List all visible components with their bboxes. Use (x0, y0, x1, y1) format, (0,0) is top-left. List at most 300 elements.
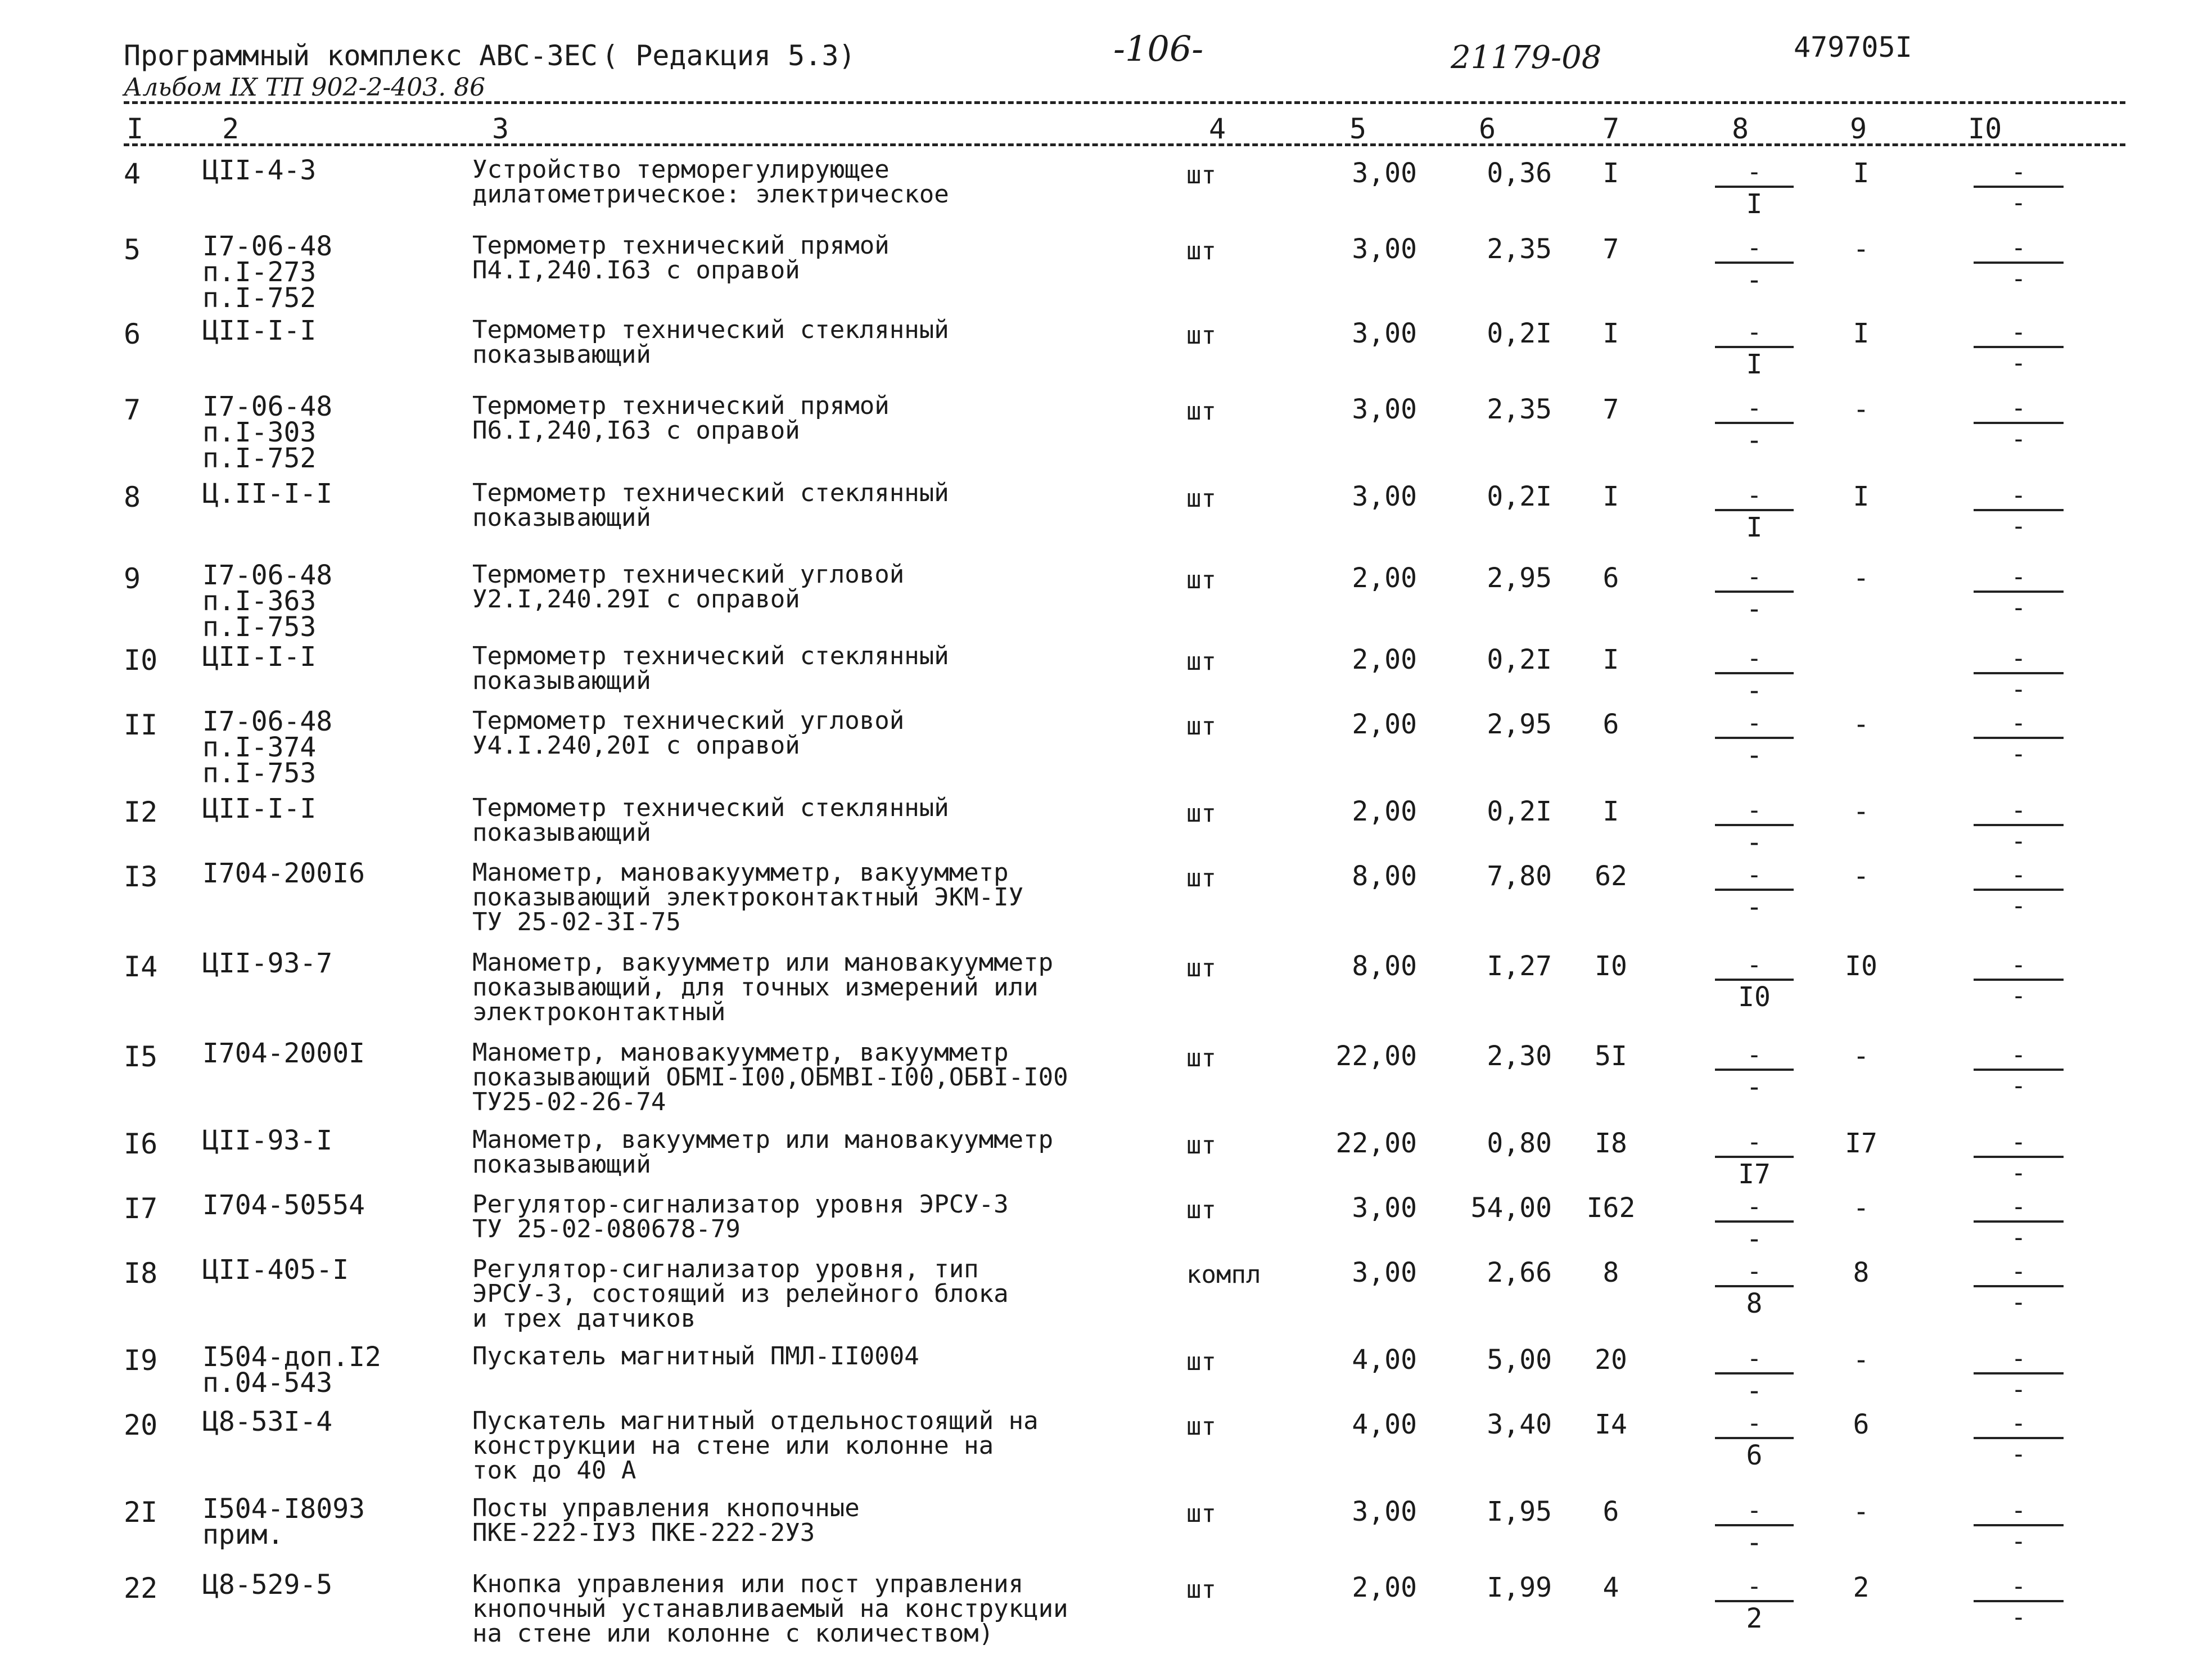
quantity-cell: 3,00 (1352, 233, 1417, 265)
value-cell: 2,95 (1487, 562, 1552, 594)
fraction-denominator: - (1746, 1223, 1763, 1255)
quantity-cell: 3,00 (1352, 157, 1417, 189)
fraction-cell (1968, 950, 2069, 1024)
fraction-cell (1709, 318, 1799, 391)
description-line: показывающий электроконтактный ЭКМ-IУ (472, 883, 1024, 912)
description-line: и трех датчиков (472, 1304, 696, 1333)
column-number: I0 (1968, 112, 2002, 145)
value-cell: 3,40 (1487, 1409, 1552, 1440)
fraction-denominator: - (1746, 675, 1763, 706)
unit-cell: шт (1186, 799, 1216, 828)
quantity-cell: 4,00 (1352, 1409, 1417, 1440)
quantity-cell: 22,00 (1335, 1040, 1417, 1072)
fraction-numerator: - (2011, 1496, 2026, 1525)
unit-cell: шт (1186, 954, 1216, 983)
row-number: I3 (124, 860, 158, 893)
fraction-denominator: - (2011, 675, 2026, 704)
value-cell: I4 (1595, 1409, 1627, 1440)
fraction-denominator: - (1746, 264, 1763, 296)
fraction-cell (1968, 562, 2069, 636)
code-line: I704-50554 (202, 1189, 365, 1221)
code-line: ЦII-4-3 (202, 155, 317, 186)
fraction-bar (1715, 1156, 1794, 1158)
fraction-denominator: - (1746, 740, 1763, 771)
value-cell: I (1602, 157, 1619, 189)
fraction-bar (1974, 1069, 2064, 1071)
document-number: 479705I (1794, 31, 1912, 64)
fraction-denominator: - (2011, 1288, 2026, 1317)
description-line: показывающий (472, 818, 651, 847)
code-line: п.04-543 (202, 1367, 333, 1399)
code-line: I7-06-48 (202, 560, 333, 591)
fraction-denominator: - (2011, 1527, 2026, 1556)
quantity-cell: 4,00 (1352, 1344, 1417, 1376)
quantity-cell: 3,00 (1352, 318, 1417, 349)
unit-cell: шт (1186, 647, 1216, 676)
value-cell: 6 (1602, 562, 1619, 594)
value-cell: - (1853, 233, 1870, 265)
fraction-cell (1968, 157, 2069, 231)
value-cell: 54,00 (1470, 1192, 1552, 1224)
code-line: п.I-753 (202, 611, 317, 643)
row-number: I7 (124, 1192, 158, 1225)
row-number: I8 (124, 1257, 158, 1290)
value-cell: 2,35 (1487, 233, 1552, 265)
description-line: показывающий, для точных измерений или (472, 973, 1039, 1002)
fraction-bar (1974, 346, 2064, 348)
row-number: 4 (124, 157, 141, 190)
fraction-bar (1974, 509, 2064, 511)
fraction-denominator: 2 (1746, 1603, 1763, 1634)
fraction-numerator: - (1746, 562, 1762, 591)
value-cell: I (1602, 644, 1619, 675)
value-cell: 2,35 (1487, 394, 1552, 425)
fraction-bar (1715, 422, 1794, 424)
code-line: п.I-273 (202, 256, 317, 288)
value-cell: 8 (1853, 1257, 1870, 1288)
fraction-cell (1968, 709, 2069, 782)
column-number: 9 (1850, 112, 1867, 145)
fraction-numerator: - (1746, 481, 1762, 510)
fraction-numerator: - (2011, 1128, 2026, 1156)
unit-cell: шт (1186, 864, 1216, 893)
fraction-cell (1709, 1192, 1799, 1265)
fraction-bar (1715, 1069, 1794, 1071)
code-line: I504-I8093 (202, 1493, 365, 1525)
fraction-numerator: - (1746, 233, 1762, 262)
fraction-denominator: - (1746, 1527, 1763, 1558)
fraction-cell (1709, 796, 1799, 869)
fraction-bar (1715, 1600, 1794, 1602)
value-cell: I0 (1845, 950, 1877, 982)
fraction-cell (1709, 860, 1799, 934)
value-cell: - (1853, 394, 1870, 425)
row-number: 20 (124, 1409, 158, 1441)
code-line: ЦII-I-I (202, 793, 317, 824)
fraction-bar (1974, 1600, 2064, 1602)
fraction-numerator: - (1746, 1409, 1762, 1437)
header-bottom-rule (124, 143, 2125, 146)
code-line: I704-200I6 (202, 858, 365, 889)
value-cell: - (1853, 860, 1870, 892)
value-cell: 2,30 (1487, 1040, 1552, 1072)
unit-cell: шт (1186, 161, 1216, 190)
fraction-bar (1715, 1285, 1794, 1287)
fraction-bar (1974, 1156, 2064, 1158)
fraction-numerator: - (2011, 1192, 2026, 1221)
fraction-numerator: - (1746, 1040, 1762, 1069)
row-number: I4 (124, 950, 158, 983)
unit-cell: шт (1186, 1575, 1216, 1604)
fraction-cell (1709, 394, 1799, 467)
fraction-cell (1968, 1257, 2069, 1330)
value-cell: - (1853, 709, 1870, 740)
value-cell: 5I (1595, 1040, 1627, 1072)
fraction-denominator: I (1746, 349, 1763, 380)
fraction-denominator: - (2011, 1603, 2026, 1632)
value-cell: 4 (1602, 1572, 1619, 1603)
code-line: п.I-752 (202, 282, 317, 314)
value-cell: 6 (1602, 709, 1619, 740)
column-number: 6 (1479, 112, 1496, 145)
value-cell: 20 (1595, 1344, 1627, 1376)
unit-cell: шт (1186, 566, 1216, 594)
value-cell: - (1853, 1192, 1870, 1224)
description-line: на стене или колонне с количеством) (472, 1619, 994, 1648)
fraction-numerator: - (1746, 1128, 1762, 1156)
quantity-cell: 2,00 (1352, 1572, 1417, 1603)
code-line: I7-06-48 (202, 706, 333, 737)
page-number: -106- (1113, 28, 1204, 69)
code-line: ЦII-93-7 (202, 948, 333, 979)
fraction-numerator: - (2011, 157, 2026, 186)
value-cell: I8 (1595, 1128, 1627, 1159)
fraction-numerator: - (1746, 1257, 1762, 1286)
unit-cell: компл (1186, 1260, 1261, 1289)
fraction-bar (1974, 979, 2064, 981)
fraction-numerator: - (2011, 796, 2026, 824)
fraction-bar (1715, 1524, 1794, 1526)
description-line: Регулятор-сигнализатор уровня, тип (472, 1255, 979, 1283)
description-line: ТУ 25-02-080678-79 (472, 1215, 741, 1243)
description-line: П4.I,240.I63 с оправой (472, 256, 800, 285)
description-line: ТУ25-02-26-74 (472, 1088, 666, 1116)
fraction-bar (1715, 824, 1794, 826)
value-cell: I (1853, 318, 1870, 349)
fraction-numerator: - (2011, 1040, 2026, 1069)
fraction-bar (1715, 889, 1794, 891)
fraction-numerator: - (2011, 1257, 2026, 1286)
column-number: 2 (222, 112, 240, 145)
value-cell: 2,66 (1487, 1257, 1552, 1288)
value-cell: 0,36 (1487, 157, 1552, 189)
column-number: 5 (1349, 112, 1367, 145)
fraction-denominator: - (2011, 425, 2026, 453)
fraction-numerator: - (2011, 950, 2026, 979)
value-cell: I,95 (1487, 1496, 1552, 1527)
value-cell: 62 (1595, 860, 1627, 892)
value-cell: 6 (1602, 1496, 1619, 1527)
fraction-denominator: - (2011, 891, 2026, 920)
description-line: показывающий ОБМI-I00,ОБМВI-I00,ОБВI-I00 (472, 1063, 1068, 1092)
fraction-denominator: - (1746, 827, 1763, 858)
fraction-denominator: - (2011, 1440, 2026, 1468)
description-line: Термометр технический прямой (472, 391, 890, 420)
unit-cell: шт (1186, 397, 1216, 426)
fraction-numerator: - (1746, 644, 1762, 673)
value-cell: 8 (1602, 1257, 1619, 1288)
fraction-numerator: - (2011, 1344, 2026, 1373)
fraction-cell (1709, 157, 1799, 231)
value-cell: 0,2I (1487, 796, 1552, 827)
fraction-bar (1974, 186, 2064, 188)
fraction-cell (1968, 1128, 2069, 1201)
description-line: Манометр, вакуумметр или мановакуумметр (472, 1125, 1054, 1154)
code-line: п.I-363 (202, 585, 317, 617)
fraction-bar (1974, 1437, 2064, 1439)
row-number: I6 (124, 1128, 158, 1160)
quantity-cell: 2,00 (1352, 796, 1417, 827)
description-line: ток до 40 А (472, 1456, 636, 1485)
value-cell: 2 (1853, 1572, 1870, 1603)
fraction-denominator: - (1746, 593, 1763, 625)
fraction-bar (1974, 422, 2064, 424)
row-number: 9 (124, 562, 141, 595)
row-number: I2 (124, 796, 158, 828)
fraction-denominator: - (1746, 1375, 1763, 1407)
value-cell: 0,2I (1487, 481, 1552, 512)
fraction-denominator: - (2011, 1159, 2026, 1187)
quantity-cell: 3,00 (1352, 394, 1417, 425)
fraction-numerator: - (1746, 796, 1762, 824)
fraction-numerator: - (2011, 394, 2026, 422)
fraction-cell (1968, 1496, 2069, 1569)
quantity-cell: 8,00 (1352, 950, 1417, 982)
description-line: Термометр технический стеклянный (472, 316, 949, 344)
album-note: Альбом IX ТП 902-2-403. 86 (124, 73, 486, 102)
fraction-numerator: - (2011, 644, 2026, 673)
fraction-cell (1968, 860, 2069, 934)
quantity-cell: 8,00 (1352, 860, 1417, 892)
fraction-cell (1968, 1040, 2069, 1114)
value-cell: 2,95 (1487, 709, 1552, 740)
fraction-numerator: - (1746, 950, 1762, 979)
description-line: Термометр технический прямой (472, 231, 890, 260)
quantity-cell: 2,00 (1352, 644, 1417, 675)
fraction-denominator: I (1746, 512, 1763, 543)
fraction-cell (1968, 233, 2069, 307)
fraction-bar (1974, 1220, 2064, 1223)
fraction-cell (1709, 1128, 1799, 1201)
row-number: II (124, 709, 158, 741)
fraction-numerator: - (1746, 860, 1762, 889)
fraction-bar (1715, 979, 1794, 981)
fraction-cell (1968, 1572, 2069, 1645)
value-cell: I7 (1845, 1128, 1877, 1159)
value-cell: 7 (1602, 394, 1619, 425)
fraction-bar (1974, 824, 2064, 826)
quantity-cell: 2,00 (1352, 562, 1417, 594)
fraction-denominator: - (2011, 264, 2026, 293)
row-number: 8 (124, 481, 141, 513)
code-line: ЦII-I-I (202, 315, 317, 346)
fraction-bar (1974, 1285, 2064, 1287)
fraction-bar (1715, 1437, 1794, 1439)
value-cell: 0,2I (1487, 644, 1552, 675)
fraction-denominator: - (2011, 512, 2026, 540)
code-line: п.I-752 (202, 443, 317, 474)
unit-cell: шт (1186, 484, 1216, 513)
description-line: У4.I.240,20I с оправой (472, 731, 800, 760)
fraction-numerator: - (1746, 318, 1762, 346)
fraction-cell (1968, 394, 2069, 467)
fraction-numerator: - (2011, 1572, 2026, 1601)
fraction-bar (1715, 737, 1794, 739)
fraction-denominator: I0 (1738, 981, 1771, 1013)
description-line: Манометр, вакуумметр или мановакуумметр (472, 948, 1054, 977)
fraction-cell (1709, 709, 1799, 782)
row-number: 7 (124, 394, 141, 426)
description-line: ТУ 25-02-3I-75 (472, 908, 681, 936)
fraction-numerator: - (1746, 709, 1762, 737)
fraction-denominator: - (2011, 1071, 2026, 1100)
program-title: Программный комплекс АВС-ЗЕС (124, 39, 598, 72)
fraction-denominator: 6 (1746, 1440, 1763, 1471)
code-line: ЦII-93-I (202, 1125, 333, 1156)
value-cell: - (1853, 1344, 1870, 1376)
description-line: Термометр технический стеклянный (472, 479, 949, 507)
description-line: электроконтактный (472, 998, 726, 1026)
value-cell: - (1853, 1496, 1870, 1527)
fraction-cell (1709, 1344, 1799, 1417)
fraction-cell (1968, 481, 2069, 554)
fraction-cell (1709, 1257, 1799, 1330)
unit-cell: шт (1186, 237, 1216, 265)
value-cell: 7 (1602, 233, 1619, 265)
fraction-cell (1709, 1040, 1799, 1114)
row-number: 22 (124, 1572, 158, 1605)
unit-cell: шт (1186, 712, 1216, 741)
value-cell: - (1853, 562, 1870, 594)
column-number: I (127, 112, 144, 145)
fraction-denominator: - (2011, 740, 2026, 768)
value-cell: I (1602, 318, 1619, 349)
fraction-bar (1715, 1220, 1794, 1223)
description-line: П6.I,240,I63 с оправой (472, 416, 800, 445)
fraction-denominator: 8 (1746, 1288, 1763, 1319)
unit-cell: шт (1186, 1412, 1216, 1441)
description-line: показывающий (472, 666, 651, 695)
description-line: Термометр технический стеклянный (472, 794, 949, 822)
fraction-denominator: - (2011, 1223, 2026, 1252)
description-line: Термометр технический угловой (472, 706, 905, 735)
fraction-numerator: - (1746, 157, 1762, 186)
fraction-bar (1974, 262, 2064, 264)
fraction-bar (1974, 889, 2064, 891)
value-cell: I,99 (1487, 1572, 1552, 1603)
fraction-numerator: - (2011, 481, 2026, 510)
value-cell: 5,00 (1487, 1344, 1552, 1376)
fraction-cell (1709, 1409, 1799, 1482)
description-line: показывающий (472, 340, 651, 369)
fraction-bar (1715, 591, 1794, 593)
description-line: Посты управления кнопочные (472, 1494, 860, 1522)
fraction-bar (1715, 1372, 1794, 1374)
quantity-cell: 3,00 (1352, 1257, 1417, 1288)
description-line: ЭРСУ-3, состоящий из релейного блока (472, 1279, 1009, 1308)
fraction-numerator: - (1746, 1344, 1762, 1373)
fraction-bar (1715, 672, 1794, 674)
fraction-numerator: - (1746, 1572, 1762, 1601)
header-top-rule (124, 101, 2125, 104)
fraction-cell (1968, 1344, 2069, 1417)
code-line: Ц8-53I-4 (202, 1406, 333, 1437)
fraction-cell (1968, 1409, 2069, 1482)
code-line: I7-06-48 (202, 391, 333, 422)
quantity-cell: 3,00 (1352, 481, 1417, 512)
row-number: I5 (124, 1040, 158, 1073)
row-number: I9 (124, 1344, 158, 1377)
fraction-numerator: - (2011, 709, 2026, 737)
code-line: I704-2000I (202, 1038, 365, 1069)
fraction-bar (1974, 737, 2064, 739)
fraction-denominator: I (1746, 188, 1763, 220)
fraction-numerator: - (2011, 1409, 2026, 1437)
description-line: Пускатель магнитный отдельностоящий на (472, 1407, 1039, 1435)
fraction-denominator: I7 (1738, 1159, 1771, 1190)
fraction-cell (1709, 562, 1799, 636)
column-number: 4 (1209, 112, 1226, 145)
value-cell: 6 (1853, 1409, 1870, 1440)
fraction-denominator: - (2011, 827, 2026, 855)
row-number: 5 (124, 233, 141, 266)
fraction-denominator: - (1746, 891, 1763, 923)
column-number: 8 (1732, 112, 1749, 145)
description-line: ПКЕ-222-IУ3 ПКЕ-222-2У3 (472, 1518, 815, 1547)
unit-cell: шт (1186, 1044, 1216, 1072)
description-line: Устройство терморегулирующее (472, 155, 890, 184)
fraction-cell (1709, 1496, 1799, 1569)
quantity-cell: 22,00 (1335, 1128, 1417, 1159)
fraction-cell (1709, 233, 1799, 307)
unit-cell: шт (1186, 1499, 1216, 1528)
unit-cell: шт (1186, 1131, 1216, 1160)
code-line: I504-доп.I2 (202, 1341, 381, 1373)
code-line: п.I-303 (202, 417, 317, 448)
fraction-bar (1974, 1524, 2064, 1526)
unit-cell: шт (1186, 1196, 1216, 1224)
row-number: 6 (124, 318, 141, 350)
fraction-numerator: - (1746, 394, 1762, 422)
description-line: кнопочный устанавливаемый на конструкции (472, 1594, 1068, 1623)
value-cell: I (1853, 157, 1870, 189)
fraction-cell (1709, 481, 1799, 554)
fraction-denominator: - (2011, 349, 2026, 377)
value-cell: 0,80 (1487, 1128, 1552, 1159)
fraction-cell (1709, 1572, 1799, 1645)
code-line: п.I-374 (202, 732, 317, 763)
fraction-denominator: - (2011, 1375, 2026, 1404)
fraction-numerator: - (2011, 562, 2026, 591)
value-cell: I,27 (1487, 950, 1552, 982)
description-line: У2.I,240.29I с оправой (472, 585, 800, 614)
fraction-cell (1709, 644, 1799, 717)
description-line: Манометр, мановакуумметр, вакуумметр (472, 858, 1009, 887)
value-cell: - (1853, 796, 1870, 827)
value-cell: 7,80 (1487, 860, 1552, 892)
description-line: дилатометрическое: электрическое (472, 180, 949, 209)
fraction-cell (1709, 950, 1799, 1024)
